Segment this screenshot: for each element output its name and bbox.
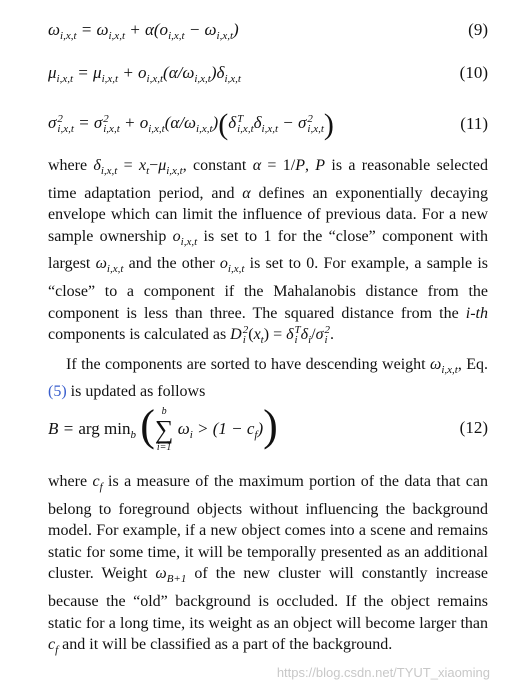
equation-reference-link[interactable]: (5) bbox=[48, 383, 67, 401]
equation-number: (12) bbox=[459, 418, 488, 437]
equation-12: B = arg $\min_b$ ( b ∑ i=1 $\omega_i > (1 - c_f)$) (12) bbox=[48, 401, 488, 454]
equation-number: (11) bbox=[460, 114, 488, 133]
equation-10: $\mu_{i,x,t} = \mu_{i,x,t} + o_{i,x,t}(\alpha/\omega_{i,x,t})\delta_{i,x,t}$ (10) bbox=[48, 63, 488, 85]
equation-number: (9) bbox=[468, 20, 488, 39]
paragraph-3: where $c_f$ is a measure of the maximum portion of the data that can belong to foreground objects without influencing the background model. For example, if a new object comes into a scene and remains static for some time, it will be temporally presented as an additional cluster. Weight $\omega_{B+1}$ of the new cluster will constantly increase because the “old” background is occluded. If the object remains static for a long time, its weight as an object will become larger than $c_f$ and it will be classified as a part of the background. bbox=[48, 473, 488, 657]
paragraph-1: where $\delta_{i,x,t} = x_t-\mu_{i,x,t}$, constant α = 1/P, P is a reasonable selected time adaptation period, and α defines an exponentially decaying envelope which can limit the influence of previous data. For a new sample ownership $o_{i,x,t}$ is set to 1 for the “close” component with largest $\omega_{i,x,t}$ and the other $o_{i,x,t}$ is set to 0. For example, a sample is “close” to a component if the Mahalanobis distance from the component is less than three. The squared distance from the i-th components is calculated as D 2 i $(x_t) = \delta$ T i $\delta_i/\sigma$ 2 i . If the components are sorted to have descending weight $\omega_{i,x,t}$, Eq. (5) is updated as follows bbox=[48, 157, 489, 401]
watermark: https://blog.csdn.net/TYUT_xiaoming bbox=[276, 665, 490, 680]
equation-11: σ 2 i,x,t = σ 2 i,x,t + $o_{i,x,t}(\alpha/\omega_{i,x,t})(\delta$ T i,x,t $\delta_{i,x,t} - \sigma$ 2 i,x,t ) (11) bbox=[48, 108, 488, 141]
equation-number: (10) bbox=[459, 63, 488, 82]
equation-9: $\omega_{i,x,t} = \omega_{i,x,t} + \alpha(o_{i,x,t} - \omega_{i,x,t})$ (9) bbox=[48, 20, 488, 42]
